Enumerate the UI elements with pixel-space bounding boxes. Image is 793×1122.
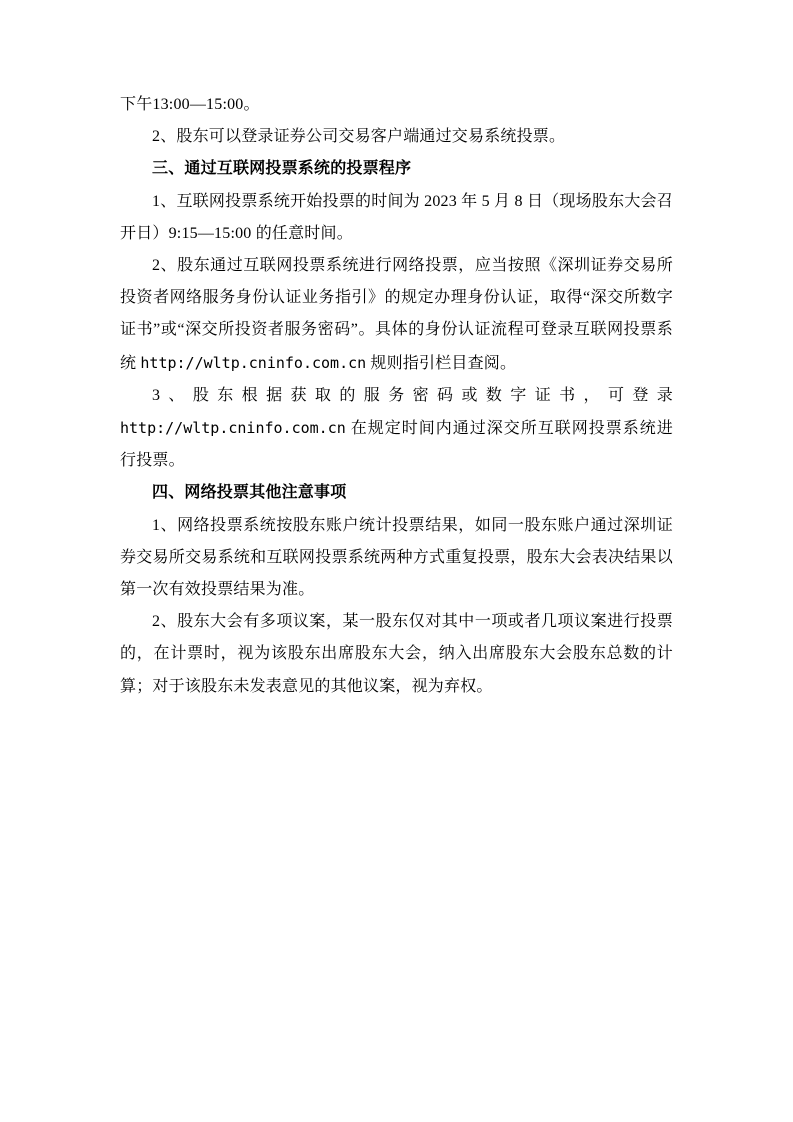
paragraph: 2、股东可以登录证券公司交易客户端通过交易系统投票。 <box>152 128 566 146</box>
paragraph: 3、股东根据获取的服务密码或数字证书，可登录 http://wltp.cninfo.com.cn 在规定时间内通过深交所互联网投票系统进行投票。 <box>120 386 673 470</box>
paragraph: 2、股东大会有多项议案，某一股东仅对其中一项或者几项议案进行投票的，在计票时，视为该股东出席股东大会，纳入出席股东大会股东总数的计算；对于该股东未发表意见的其他议案，视为弃权。 <box>120 613 673 695</box>
paragraph: 1、互联网投票系统开始投票的时间为 2023 年 5 月 8 日（现场股东大会召开日）9:15—15:00 的任意时间。 <box>120 192 673 242</box>
section-heading: 三、通过互联网投票系统的投票程序 <box>152 160 412 178</box>
section-heading: 四、网络投票其他注意事项 <box>152 484 347 502</box>
url-text: http://wltp.cninfo.com.cn <box>120 419 346 438</box>
paragraph: 2、股东通过互联网投票系统进行网络投票，应当按照《深圳证券交易所投资者网络服务身份认证业务指引》的规定办理身份认证，取得“深交所数字证书”或“深交所投资者服务密码”。具体的身份认证流程可登录互联网投票系统 http://wltp.cninfo.com.cn 规则指引栏目查阅。 <box>120 257 673 372</box>
document-body <box>120 89 673 703</box>
paragraph: 下午13:00—15:00。 <box>120 96 260 113</box>
url-text: http://wltp.cninfo.com.cn <box>140 353 367 372</box>
paragraph: 1、网络投票系统按股东账户统计投票结果，如同一股东账户通过深圳证券交易所交易系统和互联网投票系统两种方式重复投票，股东大会表决结果以第一次有效投票结果为准。 <box>120 516 673 599</box>
